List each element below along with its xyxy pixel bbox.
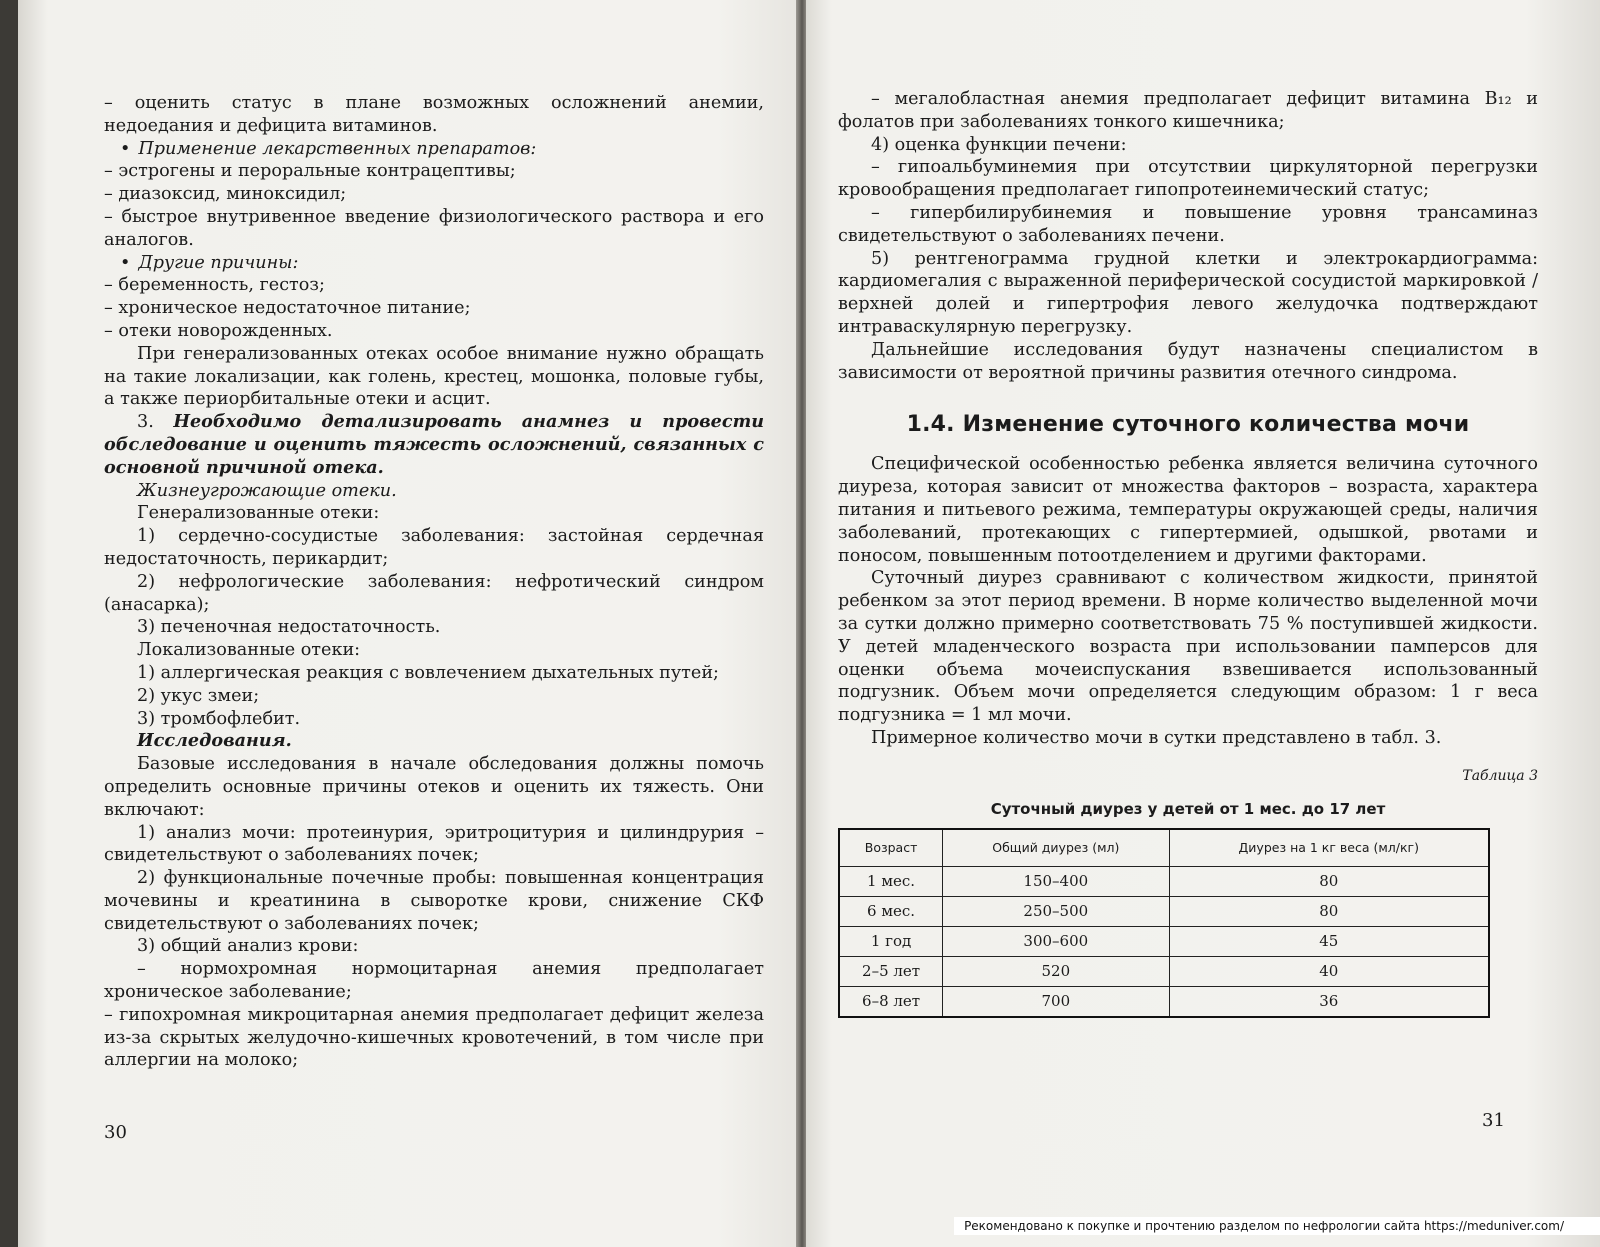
page-number-left: 30 bbox=[104, 1122, 127, 1143]
bullet-icon: • bbox=[120, 252, 131, 273]
paragraph: 1) аллергическая реакция с вовлечением дыхательных путей; bbox=[137, 662, 719, 683]
text-line: – диазоксид, миноксидил; bbox=[104, 184, 347, 205]
paragraph: При генерализованных отеках особое внимание нужно обращать на такие локализации, как голень, крестец, мошонка, половые губы, а также периорбитальные отеки и асцит. bbox=[104, 343, 764, 410]
right-page bbox=[806, 0, 1600, 1247]
section-heading: 1.4. Изменение суточного количества мочи bbox=[906, 412, 1470, 438]
paragraph: 3) тромбофлебит. bbox=[137, 708, 301, 729]
text-line: – хроническое недостаточное питание; bbox=[104, 298, 471, 319]
diuresis-table bbox=[838, 828, 1490, 1018]
paragraph: Суточный диурез сравнивают с количеством жидкости, принятой ребенком за этот период времени. В норме количество выделенной мочи за сутки должно примерно соответствовать 75 % поступившей жидкости. У детей младенческого возраста при использовании памперсов для оценки объема мочеиспускания взвешивается использованный подгузник. Объем мочи определяется следующим образом: 1 г веса подгузника = 1 мл мочи. bbox=[838, 568, 1538, 726]
paragraph: Базовые исследования в начале обследования должны помочь определить основные причины отеков и оценить их тяжесть. Они включают: bbox=[104, 754, 764, 820]
table-cell: 2–5 лет bbox=[839, 956, 943, 986]
table-cell: 150–400 bbox=[943, 866, 1169, 896]
bullet-text: Применение лекарственных препаратов: bbox=[138, 138, 537, 159]
paragraph: – гипоальбуминемия при отсутствии циркуляторной перегрузки кровообращения предполагает гипопротеинемический статус; bbox=[838, 157, 1538, 201]
paragraph: 2) нефрологические заболевания: нефротический синдром (анасарка); bbox=[104, 571, 764, 615]
text-line: – отеки новорожденных. bbox=[104, 320, 333, 341]
paragraph: Специфической особенностью ребенка является величина суточного диуреза, которая зависит от множества факторов – возраста, характера питания и питьевого режима, температуры окружающей среды, наличия заболеваний, протекающих с гипертермией, одышкой, рвотами и поносом, повышенным потоотделением и другими факторами. bbox=[838, 454, 1538, 566]
table-header-cell: Возраст bbox=[839, 829, 943, 867]
paragraph: 2) функциональные почечные пробы: повышенная концентрация мочевины и креатинина в сыворотке крови, снижение СКФ свидетельствуют о заболеваниях почек; bbox=[104, 868, 764, 934]
numbered-step bbox=[104, 411, 764, 479]
table-header-row bbox=[839, 829, 1489, 867]
bullet-heading bbox=[104, 138, 764, 161]
table-row bbox=[839, 926, 1489, 956]
table-cell: 300–600 bbox=[943, 926, 1169, 956]
bullet-icon: • bbox=[120, 138, 131, 159]
paragraph: 3) печеночная недостаточность. bbox=[137, 617, 441, 638]
table-label: Таблица 3 bbox=[1462, 767, 1538, 784]
page-number-right: 31 bbox=[1482, 1110, 1505, 1131]
table-header-cell: Общий диурез (мл) bbox=[943, 829, 1169, 867]
text-line: – оценить статус в плане возможных осложнений анемии, недоедания и дефицита витаминов. bbox=[104, 93, 764, 136]
paragraph: Примерное количество мочи в сутки представлено в табл. 3. bbox=[871, 727, 1442, 748]
left-page bbox=[18, 0, 802, 1247]
paragraph: – нормохромная нормоцитарная анемия предполагает хроническое заболевание; bbox=[104, 959, 764, 1003]
table-row bbox=[839, 956, 1489, 986]
footer-text: Рекомендовано к покупке и прочтению разделом по нефрологии сайта https://meduniver.com/ bbox=[954, 1217, 1600, 1235]
table-row bbox=[839, 866, 1489, 896]
paragraph: 3) общий анализ крови: bbox=[137, 936, 359, 957]
text-line: – беременность, гестоз; bbox=[104, 275, 325, 296]
table-cell: 80 bbox=[1169, 896, 1489, 926]
table-header-cell: Диурез на 1 кг веса (мл/кг) bbox=[1169, 829, 1489, 867]
table-cell: 36 bbox=[1169, 986, 1489, 1017]
table-cell: 80 bbox=[1169, 866, 1489, 896]
paragraph: 5) рентгенограмма грудной клетки и электрокардиограмма: кардиомегалия с выраженной периферической сосудистой маркировкой / верхней долей и гипертрофия левого желудочка подтверждают интраваскулярную перегрузку. bbox=[838, 248, 1538, 337]
table-body bbox=[839, 866, 1489, 1017]
table-cell: 1 год bbox=[839, 926, 943, 956]
right-page-text-bottom bbox=[838, 453, 1538, 749]
table-cell: 40 bbox=[1169, 956, 1489, 986]
table-cell: 520 bbox=[943, 956, 1169, 986]
table-row bbox=[839, 896, 1489, 926]
footer-recommendation bbox=[0, 1219, 1600, 1233]
paragraph: 2) укус змеи; bbox=[137, 685, 260, 706]
bullet-text: Другие причины: bbox=[138, 252, 299, 273]
table-row bbox=[839, 986, 1489, 1017]
paragraph: Локализованные отеки: bbox=[137, 640, 361, 661]
right-page-text-top bbox=[838, 88, 1538, 384]
step-number: 3. bbox=[137, 412, 174, 433]
text-line: – эстрогены и пероральные контрацептивы; bbox=[104, 161, 516, 182]
table-cell: 6 мес. bbox=[839, 896, 943, 926]
table-cell: 6–8 лет bbox=[839, 986, 943, 1017]
paragraph: 4) оценка функции печени: bbox=[871, 134, 1127, 155]
table-cell: 700 bbox=[943, 986, 1169, 1017]
paragraph: Дальнейшие исследования будут назначены специалистом в зависимости от вероятной причины развития отечного синдрома. bbox=[838, 339, 1538, 383]
subheading-bold-italic: Исследования. bbox=[137, 730, 292, 752]
paragraph: 1) анализ мочи: протеинурия, эритроцитурия и цилиндрурия – свидетельствуют о заболеваниях почек; bbox=[104, 822, 764, 866]
table-cell: 250–500 bbox=[943, 896, 1169, 926]
paragraph: 1) сердечно-сосудистые заболевания: застойная сердечная недостаточность, перикардит; bbox=[104, 526, 764, 569]
paragraph: – мегалобластная анемия предполагает дефицит витамина B₁₂ и фолатов при заболеваниях тонкого кишечника; bbox=[838, 89, 1538, 132]
table-cell: 45 bbox=[1169, 926, 1489, 956]
table-title: Суточный диурез у детей от 1 мес. до 17 лет bbox=[990, 799, 1386, 818]
text-line: – быстрое внутривенное введение физиологического раствора и его аналогов. bbox=[104, 206, 764, 250]
subheading-italic: Жизнеугрожающие отеки. bbox=[137, 480, 397, 501]
text-line: – гипохромная микроцитарная анемия предполагает дефицит железа из-за скрытых желудочно-кишечных кровотечений, в том числе при аллергии на молоко; bbox=[104, 1004, 764, 1071]
paragraph: – гипербилирубинемия и повышение уровня трансаминаз свидетельствуют о заболеваниях печени. bbox=[838, 202, 1538, 246]
left-page-text bbox=[104, 92, 764, 1072]
step-text: Необходимо детализировать анамнез и провести обследование и оценить тяжесть осложнений, связанных с основной причиной отека. bbox=[104, 411, 764, 478]
bullet-heading bbox=[104, 252, 764, 275]
paragraph: Генерализованные отеки: bbox=[137, 503, 380, 524]
table-cell: 1 мес. bbox=[839, 866, 943, 896]
